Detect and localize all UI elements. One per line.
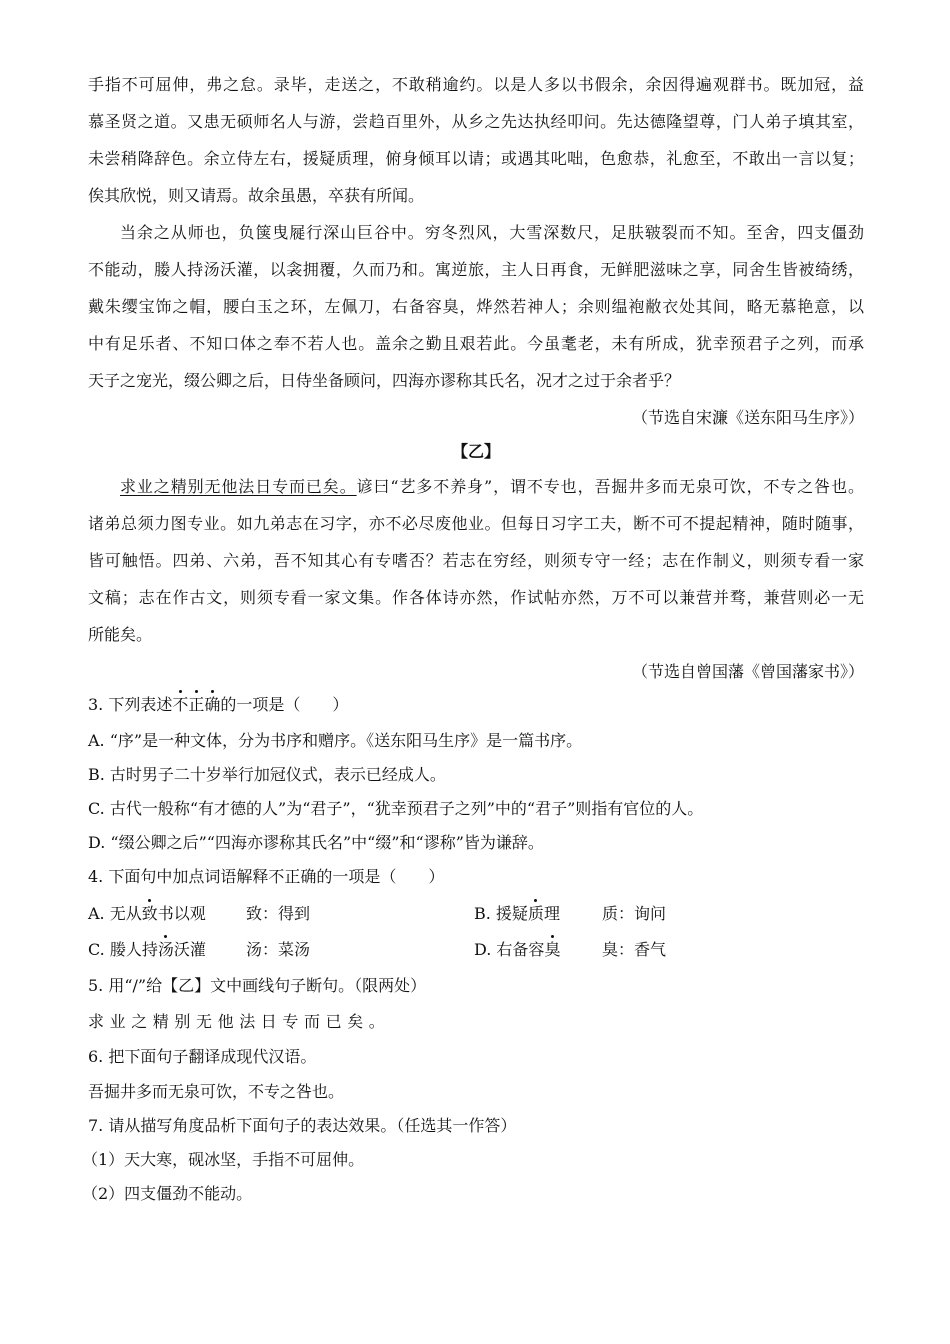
jia-line-1: 手指不可屈伸，弗之怠。录毕，走送之，不敢稍逾约。以是人多以书假余，余因得遍观群书。既加冠，益 <box>88 75 864 94</box>
q3-stem-text: 3. 下列表述 <box>88 695 173 714</box>
yi-line-2: 诸弟总须力图专业。如九弟志在习字，亦不必尽废他业。但每日习字工夫，断不可不提起精神，随时随事， <box>88 514 864 533</box>
q3-option-b: B. 古时男子二十岁举行加冠仪式，表示已经成人。 <box>88 765 446 784</box>
yi-line-1-rest: 谚曰“艺多不养身”，谓不专也，吾掘井多而无泉可饮，不专之咎也。 <box>356 477 864 496</box>
q4-b-post: 理 <box>543 904 560 923</box>
q4-d-pre: D. 右备容 <box>474 940 545 959</box>
q4-c-dotted: 汤 <box>157 940 174 959</box>
q4-a-post: 书以观 <box>157 904 206 923</box>
q4-a-pre: A. 无从 <box>88 904 142 923</box>
q3-option-a: A. “序”是一种文体，分为书序和赠序。《送东阳马生序》是一篇书序。 <box>88 731 583 750</box>
q4-gloss-b: 质：询问 <box>602 904 667 923</box>
jia-line-2: 慕圣贤之道。又患无硕师名人与游，尝趋百里外，从乡之先达执经叩问。先达德隆望尊，门人弟子填其室， <box>88 112 864 131</box>
q4-d-dotted: 臭 <box>544 940 561 959</box>
q4-b-dotted: 质 <box>527 904 544 923</box>
q4-gloss-a: 致：得到 <box>246 904 311 923</box>
q3-stem-tail: 的一项是（ ） <box>220 695 349 714</box>
q3-dotted-char: 正 <box>188 695 205 714</box>
q4-b-pre: B. 援疑 <box>474 904 528 923</box>
q4-option-d <box>474 939 560 961</box>
yi-line-3: 皆可触悟。四弟、六弟，吾不知其心有专嗜否？若志在穷经，则须专守一经；志在作制义，则须专看一家 <box>88 551 864 570</box>
q3-option-c: C. 古代一般称“有才德的人”为“君子”，“犹幸预君子之列”中的“君子”则指有官位的人。 <box>88 799 704 818</box>
q3-stem <box>88 694 864 716</box>
q3-option-d: D. “缀公卿之后”“四海亦谬称其氏名”中“缀”和“谬称”皆为谦辞。 <box>88 833 544 852</box>
yi-source: （节选自曾国藩《曾国藩家书》） <box>631 662 864 681</box>
q3-dotted-char: 不 <box>172 695 189 714</box>
q4-c-post: 沃灌 <box>173 940 206 959</box>
q6-stem: 6. 把下面句子翻译成现代汉语。 <box>88 1047 317 1066</box>
jia-line-8: 中有足乐者、不知口体之奉不若人也。盖余之勤且艰若此。今虽耄老，未有所成，犹幸预君子之列，而承 <box>88 334 864 353</box>
q7-item-2: （2）四支僵劲不能动。 <box>82 1184 253 1203</box>
yi-line-5: 所能矣。 <box>88 625 153 644</box>
jia-line-3: 未尝稍降辞色。余立侍左右，援疑质理，俯身倾耳以请；或遇其叱咄，色愈恭，礼愈至，不敢出一言以复； <box>88 149 864 168</box>
jia-line-7: 戴朱缨宝饰之帽，腰白玉之环，左佩刀，右备容臭，烨然若神人；余则缊袍敝衣处其间，略无慕艳意，以 <box>88 297 864 316</box>
q4-a-dotted: 致 <box>141 904 158 923</box>
q7-item-1: （1）天大寒，砚冰坚，手指不可屈伸。 <box>82 1150 365 1169</box>
jia-line-4: 俟其欣悦，则又请焉。故余虽愚，卒获有所闻。 <box>88 186 425 205</box>
q5-sentence: 求业之精别无他法日专而已矣。 <box>88 1012 391 1031</box>
q4-c-pre: C. 媵人持 <box>88 940 158 959</box>
jia-line-6: 不能动，媵人持汤沃灌，以衾拥覆，久而乃和。寓逆旅，主人日再食，无鲜肥滋味之享，同舍生皆被绮绣， <box>88 260 864 279</box>
yi-line-4: 文稿；志在作古文，则须专看一家文集。作各体诗亦然，作试帖亦然，万不可以兼营并骛，兼营则必一无 <box>88 588 864 607</box>
jia-line-5: 当余之从师也，负箧曳屣行深山巨谷中。穷冬烈风，大雪深数尺，足肤皲裂而不知。至舍，四支僵劲 <box>120 223 864 242</box>
jia-line-9: 天子之宠光，缀公卿之后，日侍坐备顾问，四海亦谬称其氏名，况才之过于余者乎？ <box>88 371 681 390</box>
yi-heading: 【乙】 <box>451 442 500 461</box>
q4-option-a <box>88 903 206 925</box>
q5-stem: 5. 用“/”给【乙】文中画线句子断句。（限两处） <box>88 976 427 995</box>
q3-dotted-char: 确 <box>204 695 221 714</box>
jia-source: （节选自宋濂《送东阳马生序》） <box>631 408 864 427</box>
q4-option-c <box>88 939 206 961</box>
q6-sentence: 吾掘井多而无泉可饮，不专之咎也。 <box>88 1082 345 1101</box>
q4-gloss-d: 臭：香气 <box>602 940 667 959</box>
yi-underlined-sentence: 求业之精别无他法日专而已矣。 <box>120 477 357 496</box>
q4-stem: 4. 下面句中加点词语解释不正确的一项是（ ） <box>88 867 445 886</box>
yi-line-1 <box>120 476 864 498</box>
q4-option-b <box>474 903 560 925</box>
q4-gloss-c: 汤：菜汤 <box>246 940 311 959</box>
q7-stem: 7. 请从描写角度品析下面句子的表达效果。（任选其一作答） <box>88 1116 517 1135</box>
